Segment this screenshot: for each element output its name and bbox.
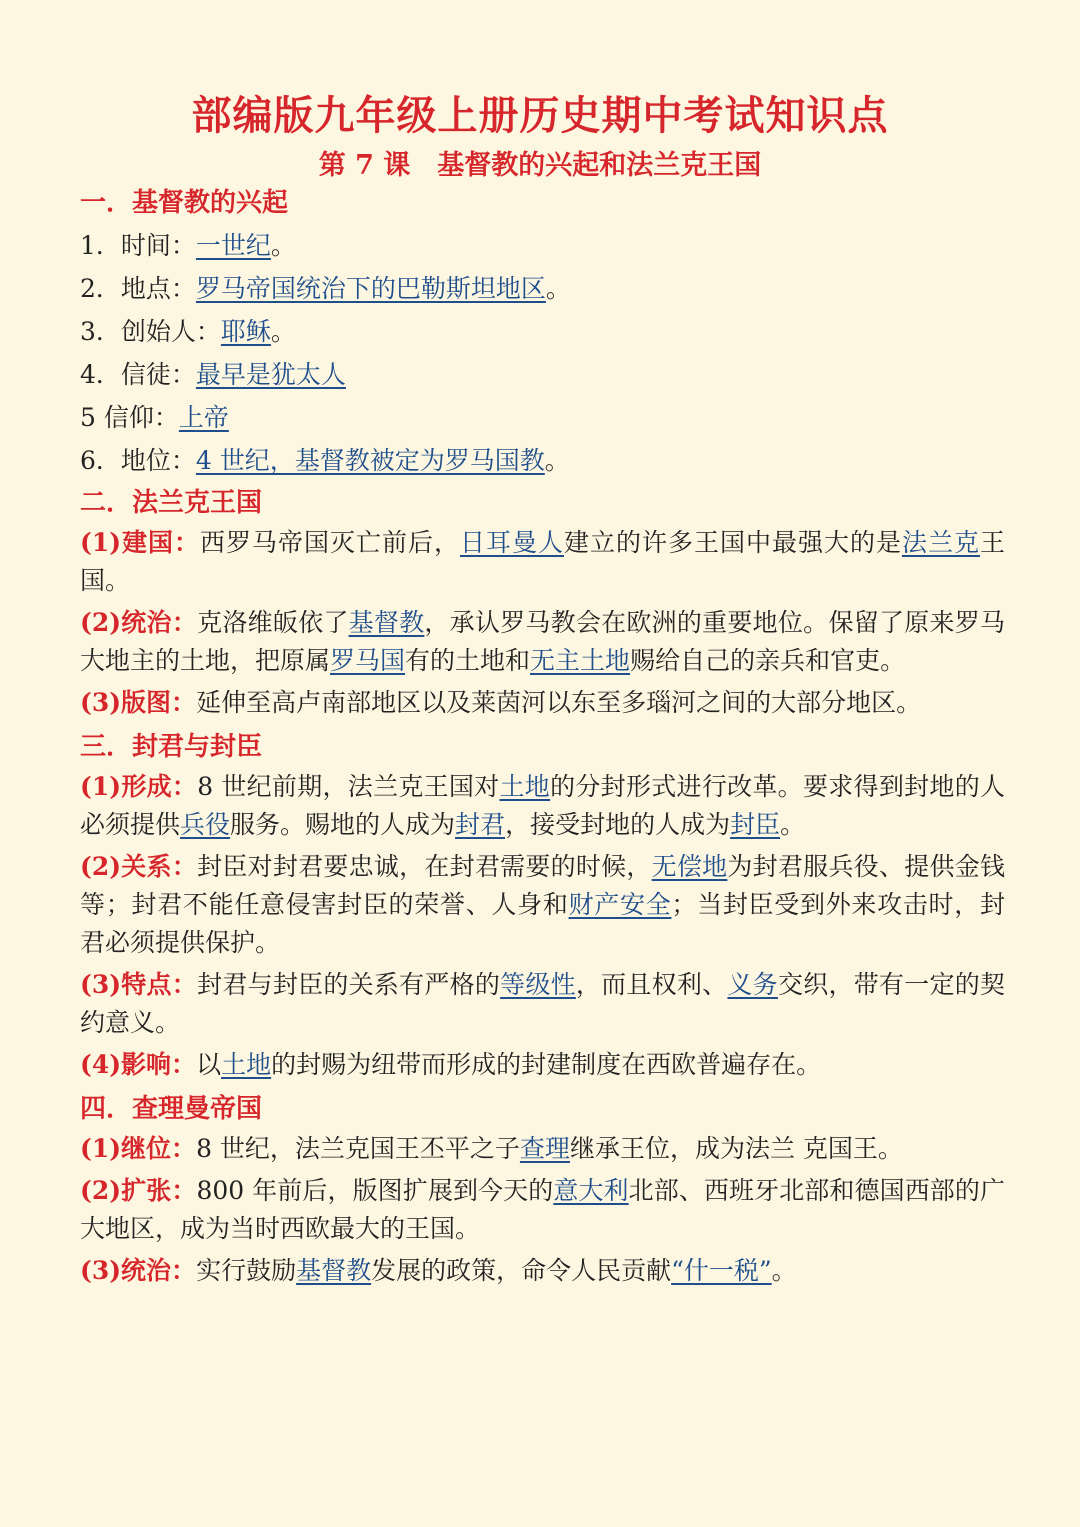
answer-text: 日耳曼人 <box>460 528 564 557</box>
list-item: 1．时间：一世纪。 <box>80 231 296 260</box>
answer-text: 上帝 <box>178 403 229 432</box>
notes-content <box>80 182 1005 1294</box>
paragraph: (3)版图：延伸至高卢南部地区以及莱茵河以东至多瑙河之间的大部分地区。 <box>80 688 922 717</box>
section-heading-2: 二．法兰克王国 <box>80 488 263 518</box>
list-item: 3．创始人：耶稣。 <box>80 317 296 346</box>
list-item: 2．地点：罗马帝国统治下的巴勒斯坦地区。 <box>80 274 571 303</box>
point-label: (3)统治： <box>80 1256 197 1285</box>
answer-text: 无主土地 <box>530 646 631 675</box>
section-heading-3: 三．封君与封臣 <box>80 732 263 762</box>
point-label: (2)关系： <box>80 852 198 881</box>
answer-text: 罗马国 <box>330 646 406 675</box>
paragraph: (3)特点：封君与封臣的关系有严格的等级性，而且权利、义务交织，带有一定的契约意义。 <box>80 970 1005 1037</box>
answer-text: 封臣 <box>730 810 781 839</box>
answer-text: 耶稣 <box>220 317 271 346</box>
point-label: (4)影响： <box>80 1050 197 1079</box>
answer-text: 意大利 <box>553 1176 629 1205</box>
paragraph: (3)统治：实行鼓励基督教发展的政策，命令人民贡献“什一税”。 <box>80 1256 797 1285</box>
answer-text: 封君 <box>455 810 506 839</box>
answer-text: 兵役 <box>180 810 231 839</box>
answer-text: 土地 <box>221 1050 272 1079</box>
answer-text: 查理 <box>519 1134 570 1163</box>
paragraph: (4)影响：以土地的封赐为纽带而形成的封建制度在西欧普遍存在。 <box>80 1050 822 1079</box>
answer-text: 基督教 <box>296 1256 372 1285</box>
answer-text: 法兰克 <box>901 528 980 557</box>
answer-text: 最早是犹太人 <box>195 360 346 389</box>
answer-text: 无偿地 <box>651 852 728 881</box>
list-item: 6．地位：4 世纪，基督教被定为罗马国教。 <box>80 446 570 475</box>
answer-text: 财产安全 <box>568 890 672 919</box>
paragraph: (1)继位：8 世纪，法兰克国王丕平之子查理继承王位，成为法兰 克国王。 <box>80 1134 903 1163</box>
answer-text: 基督教 <box>348 608 425 637</box>
point-label: (2)统治： <box>80 608 198 637</box>
answer-text: 义务 <box>727 970 778 999</box>
answer-text: 土地 <box>499 772 551 801</box>
page-title: 部编版九年级上册历史期中考试知识点 <box>191 93 889 139</box>
point-label: (3)特点： <box>80 970 198 999</box>
lesson-subtitle: 第 7 课 基督教的兴起和法兰克王国 <box>318 150 762 181</box>
answer-text: “什一税” <box>671 1256 772 1285</box>
paragraph: (2)扩张：800 年前后，版图扩展到今天的意大利北部、西班牙北部和德国西部的广大地区，成为当时西欧最大的王国。 <box>80 1176 1005 1243</box>
point-label: (1)形成： <box>80 772 198 801</box>
list-item: 4．信徒：最早是犹太人 <box>80 360 346 389</box>
point-label: (1)建国： <box>80 528 201 557</box>
paragraph: (2)关系：封臣对封君要忠诚，在封君需要的时候，无偿地为封君服兵役、提供金钱等；封君不能任意侵害封臣的荣誉、人身和财产安全；当封臣受到外来攻击时，封君必须提供保护。 <box>80 852 1005 957</box>
point-label: (2)扩张： <box>80 1176 197 1205</box>
answer-text: 4 世纪，基督教被定为罗马国教 <box>195 446 545 475</box>
point-label: (3)版图： <box>80 688 197 717</box>
answer-text: 等级性 <box>500 970 576 999</box>
paragraph: (2)统治：克洛维皈依了基督教，承认罗马教会在欧洲的重要地位。保留了原来罗马大地主的土地，把原属罗马国有的土地和无主土地赐给自己的亲兵和官吏。 <box>80 608 1005 675</box>
point-label: (1)继位： <box>80 1134 197 1163</box>
section-heading-4: 四．查理曼帝国 <box>80 1094 263 1124</box>
answer-text: 罗马帝国统治下的巴勒斯坦地区 <box>195 274 546 303</box>
section-heading-1: 一．基督教的兴起 <box>80 188 289 218</box>
answer-text: 一世纪 <box>195 231 271 260</box>
paragraph: (1)形成：8 世纪前期，法兰克王国对土地的分封形式进行改革。要求得到封地的人必须提供兵役服务。赐地的人成为封君，接受封地的人成为封臣。 <box>80 772 1005 839</box>
paragraph: (1)建国：西罗马帝国灭亡前后，日耳曼人建立的许多王国中最强大的是法兰克王国。 <box>80 528 1005 595</box>
list-item: 5 信仰：上帝 <box>80 403 229 432</box>
